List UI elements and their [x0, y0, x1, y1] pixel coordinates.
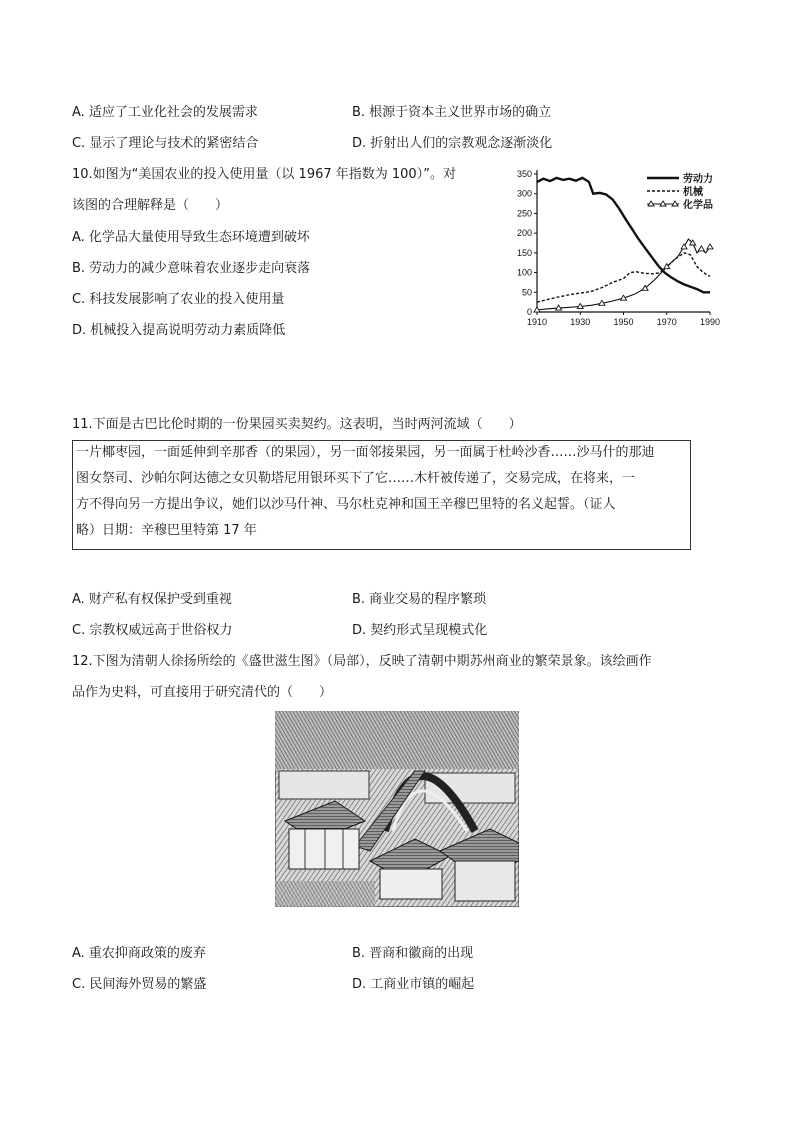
y-tick-label: 0: [526, 307, 532, 317]
x-tick-label: 1950: [613, 317, 634, 327]
q11-option-a: A. 财产私有权保护受到重视: [72, 592, 232, 607]
series-marker-2: [698, 246, 704, 251]
q9-option-d: D. 折射出人们的宗教观念逐渐淡化: [352, 136, 553, 151]
q11-option-b: B. 商业交易的程序繁琐: [352, 592, 487, 607]
q12-option-c: C. 民间海外贸易的繁盛: [72, 977, 207, 992]
y-tick-label: 250: [516, 208, 532, 219]
legend-label-1: 机械: [683, 187, 703, 198]
y-tick-label: 350: [516, 169, 532, 179]
q12-stem-line2: 品作为史料，可直接用于研究清代的（ ）: [72, 685, 333, 700]
q9-option-a: A. 适应了工业化社会的发展需求: [72, 105, 258, 120]
q10-option-a: A. 化学品大量使用导致生态环境遭到破坏: [72, 230, 310, 245]
contract-line-3: 方不得向另一方提出争议，她们以沙马什神、马尔杜克神和国王辛穆巴里特的名义起誓。（证人: [76, 497, 616, 512]
legend-label-0: 劳动力: [683, 174, 713, 185]
agriculture-input-chart: [505, 162, 725, 338]
q10-stem-line1: 10.如图为“美国农业的投入使用量（以 1967 年指数为 100）”。对: [72, 167, 456, 182]
series-marker-2: [707, 244, 713, 249]
x-tick-label: 1910: [526, 317, 548, 327]
q10-option-c: C. 科技发展影响了农业的投入使用量: [72, 292, 285, 307]
series-marker-2: [681, 244, 687, 249]
x-tick-label: 1990: [699, 317, 721, 327]
q12-option-a: A. 重农抑商政策的废弃: [72, 946, 206, 961]
legend-label-2: 化学品: [683, 200, 713, 211]
q10-option-b: B. 劳动力的减少意味着农业逐步走向衰落: [72, 261, 311, 276]
contract-line-1: 一片椰枣园，一面延伸到辛那香（的果园），另一面邻接果园，另一面属于杜岭沙香……沙马什的那迪: [76, 445, 655, 460]
y-tick-label: 150: [516, 247, 532, 258]
y-tick-label: 50: [521, 287, 532, 298]
y-tick-label: 200: [516, 228, 532, 239]
y-tick-label: 100: [516, 267, 532, 278]
q11-option-c: C. 宗教权威远高于世俗权力: [72, 623, 233, 638]
y-tick-label: 300: [516, 188, 532, 199]
q9-option-b: B. 根源于资本主义世界市场的确立: [352, 105, 552, 120]
prosperous-suzhou-painting: [275, 711, 519, 907]
q12-option-b: B. 晋商和徽商的出现: [352, 946, 474, 961]
q12-option-d: D. 工商业市镇的崛起: [352, 977, 475, 992]
q11-stem: 11.下面是古巴比伦时期的一份果园买卖契约。这表明，当时两河流域（ ）: [72, 417, 522, 432]
q11-option-d: D. 契约形式呈现模式化: [352, 623, 488, 638]
x-tick-label: 1970: [656, 317, 677, 327]
contract-line-2: 图女祭司、沙帕尔阿达德之女贝勒塔尼用银环买下了它……木杆被传递了，交易完成，在将来，一: [76, 471, 636, 486]
contract-line-4: 略）日期：辛穆巴里特第 17 年: [76, 523, 257, 538]
x-tick-label: 1930: [570, 317, 591, 327]
q12-stem-line1: 12.下图为清朝人徐扬所绘的《盛世滋生图》（局部），反映了清朝中期苏州商业的繁荣景象。该绘画作: [72, 654, 652, 669]
q9-option-c: C. 显示了理论与技术的紧密结合: [72, 136, 259, 151]
q10-stem-line2: 该图的合理解释是（ ）: [72, 198, 229, 213]
q10-option-d: D. 机械投入提高说明劳动力素质降低: [72, 323, 286, 338]
contract-text-box: [72, 440, 691, 550]
